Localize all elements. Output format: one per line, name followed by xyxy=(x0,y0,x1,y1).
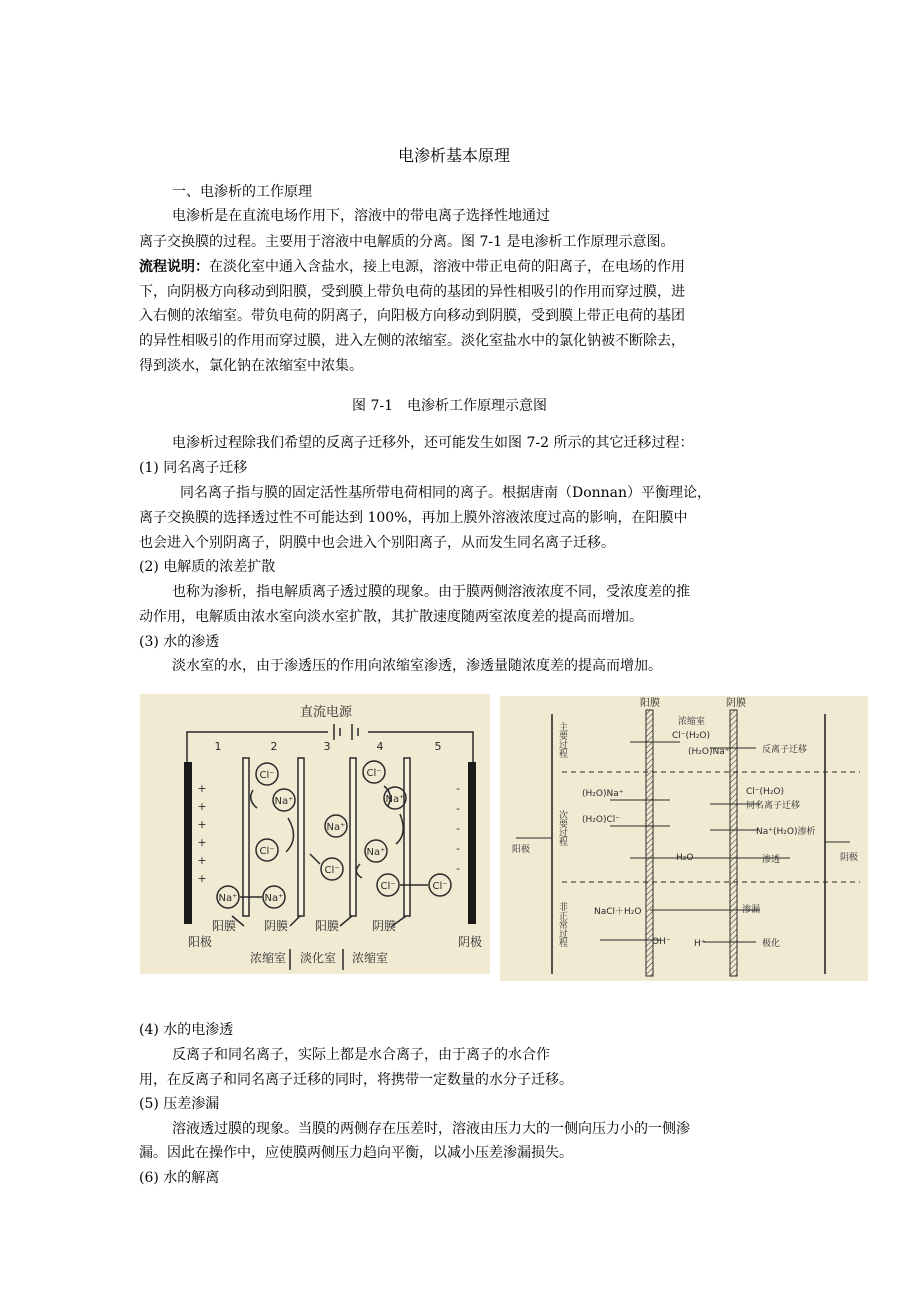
paragraph-line: 电渗析过程除我们希望的反离子迁移外，还可能发生如图 7-2 所示的其它迁移过程： xyxy=(172,435,694,451)
cathode-sign: - xyxy=(456,822,460,835)
paragraph-line: 用，在反离子和同名离子迁移的同时，将携带一定数量的水分子迁移。 xyxy=(139,1072,573,1088)
label-cathode-membrane: 阴膜 xyxy=(371,919,397,933)
paragraph-line: 下，向阴极方向移动到阳膜，受到膜上带负电荷的基团的异性相吸引的作用而穿过膜，进 xyxy=(139,284,685,300)
anode-sign: + xyxy=(197,800,207,813)
cathode-sign: - xyxy=(456,782,460,795)
paragraph-line: 反离子和同名离子，实际上都是水合离子，由于离子的水合作 xyxy=(172,1047,550,1063)
compartment-number: 4 xyxy=(376,740,384,753)
label-anode: 阳极 xyxy=(512,845,531,855)
item-heading: (5) 压差渗漏 xyxy=(139,1096,220,1112)
label-anode-membrane: 阳膜 xyxy=(211,919,237,933)
ion-cl: Cl⁻ xyxy=(259,770,275,781)
label-main-process: 主要过程 xyxy=(557,722,567,758)
process-label: Na⁺(H₂O)渗析 xyxy=(756,827,816,837)
ion-na: Na⁺ xyxy=(385,794,405,805)
ion-cl: Cl⁻ xyxy=(432,881,448,892)
flow-label: 流程说明： xyxy=(139,259,209,275)
paragraph-line: 的异性相吸引的作用而穿过膜，进入左侧的浓缩室。淡化室盐水中的氯化钠被不断除去， xyxy=(139,333,685,349)
figure-caption: 图 7-1 电渗析工作原理示意图 xyxy=(352,398,547,414)
anode-sign: + xyxy=(197,854,207,867)
label-anode-membrane: 阳膜 xyxy=(640,698,660,709)
ion-na: Na⁺ xyxy=(366,847,386,858)
page-title: 电渗析基本原理 xyxy=(398,146,511,165)
cathode-sign: - xyxy=(456,842,460,855)
cathode-sign: - xyxy=(456,802,460,815)
section-heading: 一、电渗析的工作原理 xyxy=(172,184,312,200)
paragraph-line: 离子交换膜的选择透过性不可能达到 100%，再加上膜外溶液浓度过高的影响，在阳膜中 xyxy=(139,510,688,526)
ion-cl: Cl⁻ xyxy=(259,846,275,857)
process-label: 渗漏 xyxy=(742,905,761,915)
power-label: 直流电源 xyxy=(299,705,353,720)
process-label: 反离子迁移 xyxy=(762,745,808,755)
ion-label: OH⁻ xyxy=(652,937,671,947)
paragraph-line: 也称为渗析，指电解质离子透过膜的现象。由于膜两侧溶液浓度不同，受浓度差的推 xyxy=(172,584,690,600)
paragraph-line: 也会进入个别阴离子，阴膜中也会进入个别阳离子，从而发生同名离子迁移。 xyxy=(139,535,615,551)
label-cathode: 阴极 xyxy=(840,853,859,863)
ion-label: Cl⁻(H₂O) xyxy=(746,787,785,797)
label-abnormal-process: 非正常过程 xyxy=(557,902,567,947)
ion-label: NaCl＋H₂O xyxy=(594,907,642,917)
ion-label: (H₂O)Na⁺ xyxy=(582,789,624,799)
paragraph-line: 得到淡水，氯化钠在浓缩室中浓集。 xyxy=(139,358,363,374)
ion-label: H⁺ xyxy=(694,939,706,949)
anode-plate xyxy=(184,762,192,924)
cathode-plate xyxy=(468,762,476,924)
figure-electrodialysis-principle xyxy=(140,694,490,974)
compartment-number: 5 xyxy=(434,740,442,753)
paragraph-line: 漏。因此在操作中，应使膜两侧压力趋向平衡，以减小压差渗漏损失。 xyxy=(139,1145,573,1161)
label-cathode: 阴极 xyxy=(457,935,483,949)
flow-text: 在淡化室中通入含盐水，接上电源，溶液中带正电荷的阳离子，在电场的作用 xyxy=(209,259,685,275)
label-anode-membrane: 阳膜 xyxy=(314,919,340,933)
anode-sign: + xyxy=(197,836,207,849)
paragraph-line: 溶液透过膜的现象。当膜的两侧存在压差时，溶液由压力大的一侧向压力小的一侧渗 xyxy=(172,1121,690,1137)
process-label: 极化 xyxy=(762,939,781,949)
paragraph-line: 淡水室的水，由于渗透压的作用向浓缩室渗透，渗透量随浓度差的提高而增加。 xyxy=(172,658,662,674)
item-heading: (6) 水的解离 xyxy=(139,1170,220,1186)
ion-cl: Cl⁻ xyxy=(380,881,396,892)
paragraph-line: 同名离子指与膜的固定活性基所带电荷相同的离子。根据唐南（Donnan）平衡理论， xyxy=(180,485,712,501)
item-heading: (2) 电解质的浓差扩散 xyxy=(139,559,276,575)
ion-na: Na⁺ xyxy=(264,893,284,904)
item-heading: (4) 水的电渗透 xyxy=(139,1022,234,1038)
process-label: 同名离子迁移 xyxy=(746,801,801,811)
label-dilute-room: 淡化室 xyxy=(299,951,337,965)
ion-na: Na⁺ xyxy=(274,796,294,807)
label-anode: 阳极 xyxy=(187,935,213,949)
label-conc-room: 浓缩室 xyxy=(351,951,389,965)
item-heading: (1) 同名离子迁移 xyxy=(139,460,248,476)
figure-migration-processes xyxy=(500,696,868,981)
compartment-number: 2 xyxy=(270,740,278,753)
paragraph-line xyxy=(139,257,685,277)
paragraph-line: 离子交换膜的过程。主要用于溶液中电解质的分离。图 7-1 是电渗析工作原理示意图。 xyxy=(139,234,675,250)
compartment-number: 1 xyxy=(214,740,222,753)
compartment-number: 3 xyxy=(323,740,331,753)
ion-label: Cl⁻(H₂O) xyxy=(672,731,711,741)
ion-cl: Cl⁻ xyxy=(366,768,382,779)
ion-na: Na⁺ xyxy=(326,822,346,833)
ion-na: Na⁺ xyxy=(218,893,238,904)
paragraph-line: 入右侧的浓缩室。带负电荷的阴离子，向阳极方向移动到阴膜，受到膜上带正电荷的基团 xyxy=(139,308,685,324)
item-heading: (3) 水的渗透 xyxy=(139,634,220,650)
ion-label: H₂O xyxy=(676,853,694,863)
paragraph-line: 电渗析是在直流电场作用下，溶液中的带电离子选择性地通过 xyxy=(172,208,550,224)
label-cathode-membrane: 阴膜 xyxy=(726,698,746,709)
anode-sign: + xyxy=(197,782,207,795)
label-conc-room: 浓缩室 xyxy=(678,717,706,727)
ion-cl: Cl⁻ xyxy=(324,865,340,876)
paragraph-line: 动作用，电解质由浓水室向淡水室扩散，其扩散速度随两室浓度差的提高而增加。 xyxy=(139,609,643,625)
label-secondary-process: 次要过程 xyxy=(557,810,567,846)
cathode-sign: - xyxy=(456,862,460,875)
anode-sign: + xyxy=(197,872,207,885)
anode-sign: + xyxy=(197,818,207,831)
label-cathode-membrane: 阴膜 xyxy=(263,919,289,933)
process-label: 渗透 xyxy=(762,855,781,865)
label-conc-room: 浓缩室 xyxy=(249,951,287,965)
ion-label: (H₂O)Cl⁻ xyxy=(582,815,621,825)
ion-label: (H₂O)Na⁺ xyxy=(688,747,730,757)
